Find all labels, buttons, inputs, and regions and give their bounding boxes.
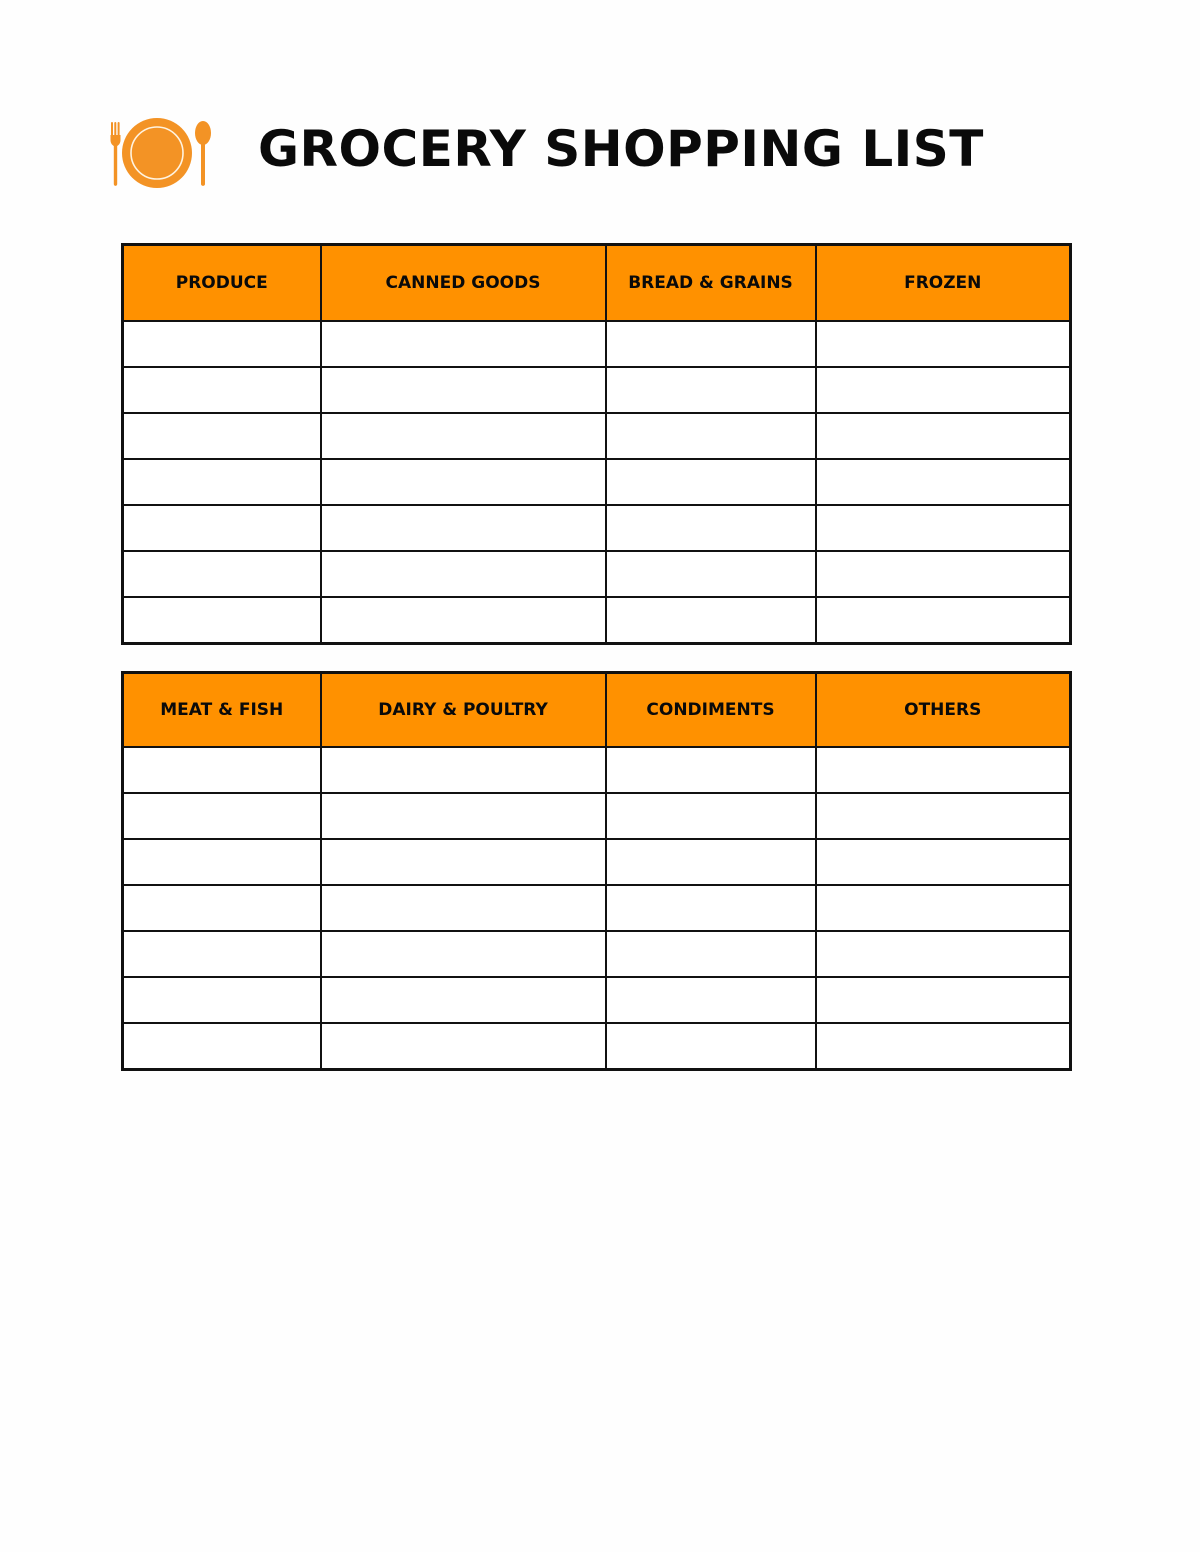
- produce-item-input[interactable]: [124, 506, 320, 550]
- table-cell[interactable]: [123, 551, 321, 597]
- produce-item-input[interactable]: [124, 598, 320, 642]
- plate-icon: [122, 118, 192, 188]
- canned-goods-item-input[interactable]: [322, 506, 605, 550]
- bread-grains-item-input[interactable]: [607, 414, 815, 458]
- condiments-item-input[interactable]: [607, 1024, 815, 1068]
- produce-item-input[interactable]: [124, 322, 320, 366]
- table-row: [123, 1023, 1071, 1070]
- table-cell[interactable]: [606, 977, 816, 1023]
- table-row: [123, 747, 1071, 793]
- spoon-icon: [195, 121, 211, 186]
- table-cell[interactable]: [321, 793, 606, 839]
- others-item-input[interactable]: [817, 932, 1070, 976]
- bread-grains-item-input[interactable]: [607, 368, 815, 412]
- dairy-poultry-item-input[interactable]: [322, 978, 605, 1022]
- table-cell[interactable]: [606, 597, 816, 644]
- condiments-item-input[interactable]: [607, 886, 815, 930]
- fork-icon: [111, 122, 121, 186]
- column-header-bread-grains: BREAD & GRAINS: [606, 245, 816, 322]
- grocery-table-1: [121, 243, 1072, 645]
- table-cell[interactable]: [606, 1023, 816, 1070]
- others-item-input[interactable]: [817, 840, 1070, 884]
- meat-fish-item-input[interactable]: [124, 840, 320, 884]
- dairy-poultry-item-input[interactable]: [322, 748, 605, 792]
- table-cell[interactable]: [816, 321, 1071, 367]
- table-cell[interactable]: [816, 839, 1071, 885]
- table-cell[interactable]: [321, 977, 606, 1023]
- canned-goods-item-input[interactable]: [322, 414, 605, 458]
- dairy-poultry-item-input[interactable]: [322, 1024, 605, 1068]
- table-cell[interactable]: [123, 459, 321, 505]
- produce-item-input[interactable]: [124, 460, 320, 504]
- table-cell[interactable]: [606, 505, 816, 551]
- table-row: [123, 413, 1071, 459]
- canned-goods-item-input[interactable]: [322, 598, 605, 642]
- condiments-item-input[interactable]: [607, 748, 815, 792]
- canned-goods-item-input[interactable]: [322, 552, 605, 596]
- table-cell[interactable]: [606, 551, 816, 597]
- table-cell[interactable]: [123, 597, 321, 644]
- table-cell[interactable]: [123, 931, 321, 977]
- table-row: [123, 551, 1071, 597]
- table-cell[interactable]: [816, 413, 1071, 459]
- table-cell[interactable]: [606, 885, 816, 931]
- table-cell[interactable]: [321, 931, 606, 977]
- bread-grains-item-input[interactable]: [607, 598, 815, 642]
- dairy-poultry-item-input[interactable]: [322, 886, 605, 930]
- table-cell[interactable]: [606, 413, 816, 459]
- table-cell[interactable]: [606, 839, 816, 885]
- others-item-input[interactable]: [817, 978, 1070, 1022]
- table-cell[interactable]: [321, 505, 606, 551]
- table-cell[interactable]: [606, 747, 816, 793]
- table-cell[interactable]: [123, 321, 321, 367]
- bread-grains-item-input[interactable]: [607, 322, 815, 366]
- table-cell[interactable]: [606, 367, 816, 413]
- column-header-frozen: FROZEN: [816, 245, 1071, 322]
- frozen-item-input[interactable]: [817, 552, 1070, 596]
- table-row: [123, 839, 1071, 885]
- produce-item-input[interactable]: [124, 552, 320, 596]
- table-cell[interactable]: [816, 505, 1071, 551]
- condiments-item-input[interactable]: [607, 932, 815, 976]
- table-row: [123, 931, 1071, 977]
- table-row: [123, 367, 1071, 413]
- bread-grains-item-input[interactable]: [607, 460, 815, 504]
- frozen-item-input[interactable]: [817, 414, 1070, 458]
- canned-goods-item-input[interactable]: [322, 322, 605, 366]
- produce-item-input[interactable]: [124, 414, 320, 458]
- table-row: [123, 977, 1071, 1023]
- table-row: [123, 505, 1071, 551]
- table-cell[interactable]: [321, 413, 606, 459]
- table-cell[interactable]: [123, 839, 321, 885]
- table-cell[interactable]: [816, 793, 1071, 839]
- column-header-meat-fish: MEAT & FISH: [123, 673, 321, 748]
- canned-goods-item-input[interactable]: [322, 368, 605, 412]
- table-cell[interactable]: [321, 1023, 606, 1070]
- table-cell[interactable]: [123, 885, 321, 931]
- meat-fish-item-input[interactable]: [124, 886, 320, 930]
- plate-fork-spoon-icon: [106, 117, 216, 193]
- table-cell[interactable]: [321, 839, 606, 885]
- column-header-condiments: CONDIMENTS: [606, 673, 816, 748]
- meat-fish-item-input[interactable]: [124, 932, 320, 976]
- table-row: [123, 597, 1071, 644]
- frozen-item-input[interactable]: [817, 322, 1070, 366]
- meat-fish-item-input[interactable]: [124, 978, 320, 1022]
- table-cell[interactable]: [321, 747, 606, 793]
- table-cell[interactable]: [606, 931, 816, 977]
- table-row: [123, 459, 1071, 505]
- frozen-item-input[interactable]: [817, 460, 1070, 504]
- table-cell[interactable]: [606, 321, 816, 367]
- table-cell[interactable]: [816, 551, 1071, 597]
- table-cell[interactable]: [321, 885, 606, 931]
- frozen-item-input[interactable]: [817, 506, 1070, 550]
- frozen-item-input[interactable]: [817, 598, 1070, 642]
- column-header-others: OTHERS: [816, 673, 1071, 748]
- condiments-item-input[interactable]: [607, 794, 815, 838]
- meat-fish-item-input[interactable]: [124, 794, 320, 838]
- bread-grains-item-input[interactable]: [607, 506, 815, 550]
- table-header-row: [123, 245, 1071, 322]
- table-cell[interactable]: [321, 597, 606, 644]
- column-header-canned-goods: CANNED GOODS: [321, 245, 606, 322]
- dairy-poultry-item-input[interactable]: [322, 794, 605, 838]
- table-cell[interactable]: [816, 931, 1071, 977]
- meat-fish-item-input[interactable]: [124, 1024, 320, 1068]
- table-cell[interactable]: [123, 977, 321, 1023]
- table-row: [123, 321, 1071, 367]
- dairy-poultry-item-input[interactable]: [322, 840, 605, 884]
- meat-fish-item-input[interactable]: [124, 748, 320, 792]
- grocery-table-2: [121, 671, 1072, 1071]
- table-cell[interactable]: [321, 459, 606, 505]
- table-cell[interactable]: [123, 367, 321, 413]
- frozen-item-input[interactable]: [817, 368, 1070, 412]
- column-header-dairy-poultry: DAIRY & POULTRY: [321, 673, 606, 748]
- dairy-poultry-item-input[interactable]: [322, 932, 605, 976]
- produce-item-input[interactable]: [124, 368, 320, 412]
- table-cell[interactable]: [816, 597, 1071, 644]
- table-cell[interactable]: [816, 747, 1071, 793]
- condiments-item-input[interactable]: [607, 840, 815, 884]
- table-cell[interactable]: [816, 459, 1071, 505]
- table-header-row: [123, 673, 1071, 748]
- table-cell[interactable]: [123, 747, 321, 793]
- table-cell[interactable]: [816, 1023, 1071, 1070]
- canned-goods-item-input[interactable]: [322, 460, 605, 504]
- table-cell[interactable]: [123, 505, 321, 551]
- others-item-input[interactable]: [817, 886, 1070, 930]
- others-item-input[interactable]: [817, 1024, 1070, 1068]
- table-cell[interactable]: [123, 1023, 321, 1070]
- table-cell[interactable]: [606, 793, 816, 839]
- table-cell[interactable]: [606, 459, 816, 505]
- table-cell[interactable]: [123, 793, 321, 839]
- column-header-produce: PRODUCE: [123, 245, 321, 322]
- table-cell[interactable]: [816, 367, 1071, 413]
- table-cell[interactable]: [321, 367, 606, 413]
- table-row: [123, 793, 1071, 839]
- table-cell[interactable]: [321, 321, 606, 367]
- table-cell[interactable]: [816, 885, 1071, 931]
- condiments-item-input[interactable]: [607, 978, 815, 1022]
- table-cell[interactable]: [123, 413, 321, 459]
- others-item-input[interactable]: [817, 748, 1070, 792]
- page-title: GROCERY SHOPPING LIST: [258, 120, 984, 178]
- table-row: [123, 885, 1071, 931]
- table-cell[interactable]: [816, 977, 1071, 1023]
- table-cell[interactable]: [321, 551, 606, 597]
- others-item-input[interactable]: [817, 794, 1070, 838]
- bread-grains-item-input[interactable]: [607, 552, 815, 596]
